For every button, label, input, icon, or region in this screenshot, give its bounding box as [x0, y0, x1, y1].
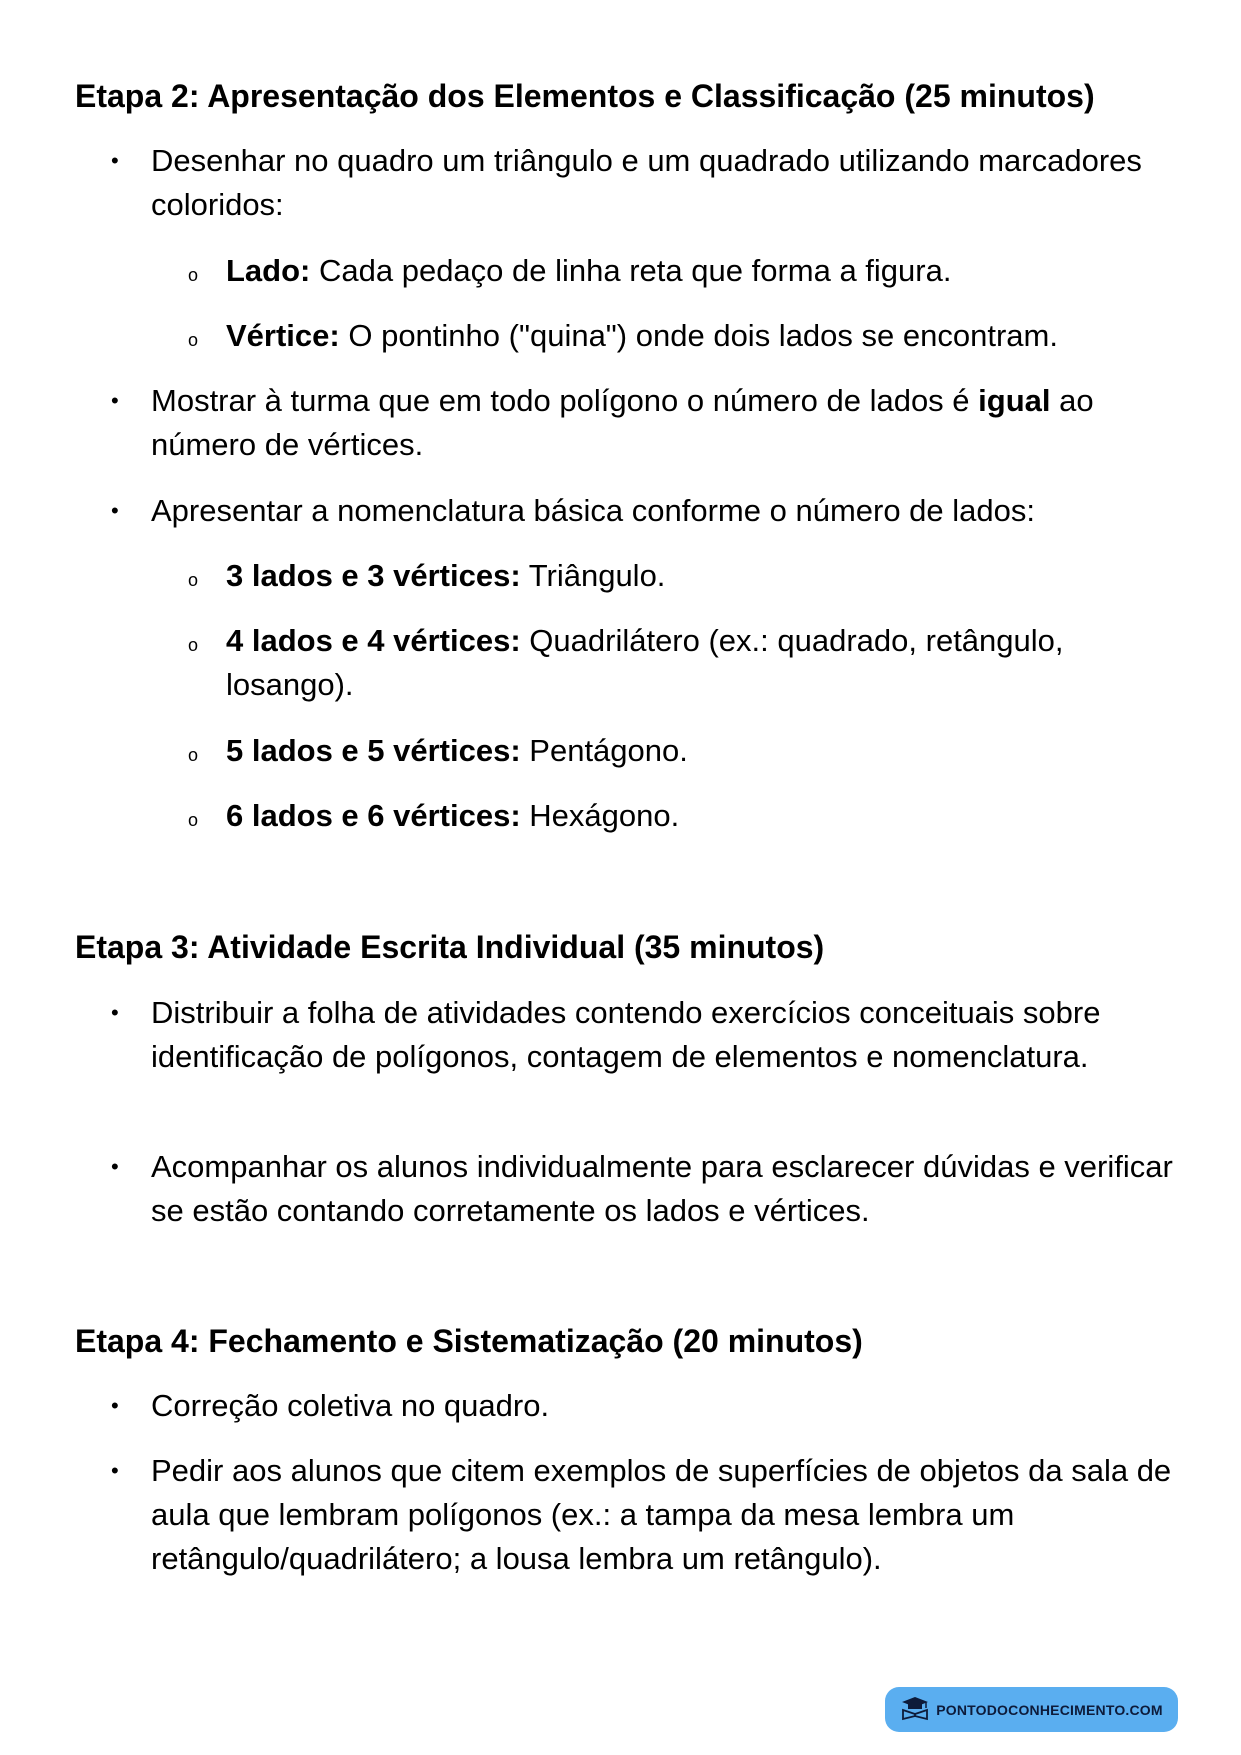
text-segment: Mostrar à turma que em todo polígono o número de lados é: [151, 383, 979, 418]
term-description: Hexágono.: [520, 798, 680, 833]
sub-list-item: [75, 249, 1185, 293]
bullet-marker: •: [111, 1458, 119, 1483]
term-label: 6 lados e 6 vértices:: [226, 798, 521, 833]
bullet-marker: •: [111, 1393, 119, 1418]
sub-bullet-marker: o: [188, 810, 199, 830]
bullet-marker: •: [111, 1000, 119, 1025]
sub-list-item-text: [75, 794, 1185, 838]
sub-list-item-text: [75, 554, 1185, 598]
sub-list-item-text: [75, 249, 1185, 293]
list-item-text: Distribuir a folha de atividades contendo exercícios conceituais sobre identificação de polígonos, contagem de elementos e nomenclatura.: [151, 995, 1101, 1074]
sub-list-item: [75, 619, 1185, 707]
sub-list-item: [75, 554, 1185, 598]
sub-list-item-text: [75, 729, 1185, 773]
term-description: Pentágono.: [520, 733, 688, 768]
sub-bullet-marker: o: [188, 330, 199, 350]
list-item-text: Desenhar no quadro um triângulo e um quadrado utilizando marcadores coloridos:: [151, 143, 1142, 222]
sub-list-item: [75, 314, 1185, 358]
sub-bullet-marker: o: [188, 745, 199, 765]
sub-bullet-marker: o: [188, 635, 199, 655]
section-heading-etapa-4: Etapa 4: Fechamento e Sistematização (20 minutos): [75, 1323, 863, 1359]
bullet-marker: •: [111, 498, 119, 523]
sub-bullet-marker: o: [188, 570, 199, 590]
section-heading-etapa-2: Etapa 2: Apresentação dos Elementos e Classificação (25 minutos): [75, 78, 1095, 114]
list-item: [75, 1384, 1185, 1428]
term-description: Cada pedaço de linha reta que forma a figura.: [310, 253, 952, 288]
term-label: 4 lados e 4 vértices:: [226, 623, 521, 658]
term-description: Triângulo.: [520, 558, 666, 593]
sub-list-item-text: [75, 619, 1185, 707]
bullet-marker: •: [111, 1154, 119, 1179]
term-description: O pontinho ("quina") onde dois lados se encontram.: [339, 318, 1058, 353]
list-item: [75, 1449, 1185, 1581]
list-item-text: Correção coletiva no quadro.: [151, 1388, 550, 1423]
list-item: [75, 139, 1185, 227]
term-label: 3 lados e 3 vértices:: [226, 558, 521, 593]
term-label: 5 lados e 5 vértices:: [226, 733, 521, 768]
list-item: [75, 1145, 1185, 1233]
site-logo-text: PONTODOCONHECIMENTO.COM: [936, 1701, 1163, 1718]
term-description: Quadrilátero (ex.: quadrado, retângulo, losango).: [226, 623, 1064, 702]
site-logo-badge[interactable]: [885, 1687, 1178, 1732]
list-item-text: Apresentar a nomenclatura básica conforme o número de lados:: [151, 493, 1035, 528]
bullet-marker: •: [111, 148, 119, 173]
term-label: Lado:: [226, 253, 311, 288]
list-item: [75, 991, 1185, 1079]
list-item-text: [75, 379, 1185, 467]
text-segment: ao número de vértices.: [151, 383, 1094, 462]
graduation-book-icon: [900, 1695, 930, 1724]
list-item-text: Acompanhar os alunos individualmente para esclarecer dúvidas e verificar se estão contando corretamente os lados e vértices.: [151, 1149, 1173, 1228]
sub-list-item: [75, 794, 1185, 838]
term-label: Vértice:: [226, 318, 340, 353]
list-item: [75, 379, 1185, 467]
list-item-text: Pedir aos alunos que citem exemplos de superfícies de objetos da sala de aula que lembram polígonos (ex.: a tampa da mesa lembra um retângulo/quadrilátero; a lousa lembra um retângulo).: [151, 1453, 1172, 1576]
bullet-marker: •: [111, 388, 119, 413]
sub-list-item-text: [75, 314, 1185, 358]
emphasis-text: igual: [978, 383, 1051, 418]
list-item: [75, 489, 1185, 533]
section-heading-etapa-3: Etapa 3: Atividade Escrita Individual (35 minutos): [75, 929, 825, 965]
sub-bullet-marker: o: [188, 265, 199, 285]
sub-list-item: [75, 729, 1185, 773]
